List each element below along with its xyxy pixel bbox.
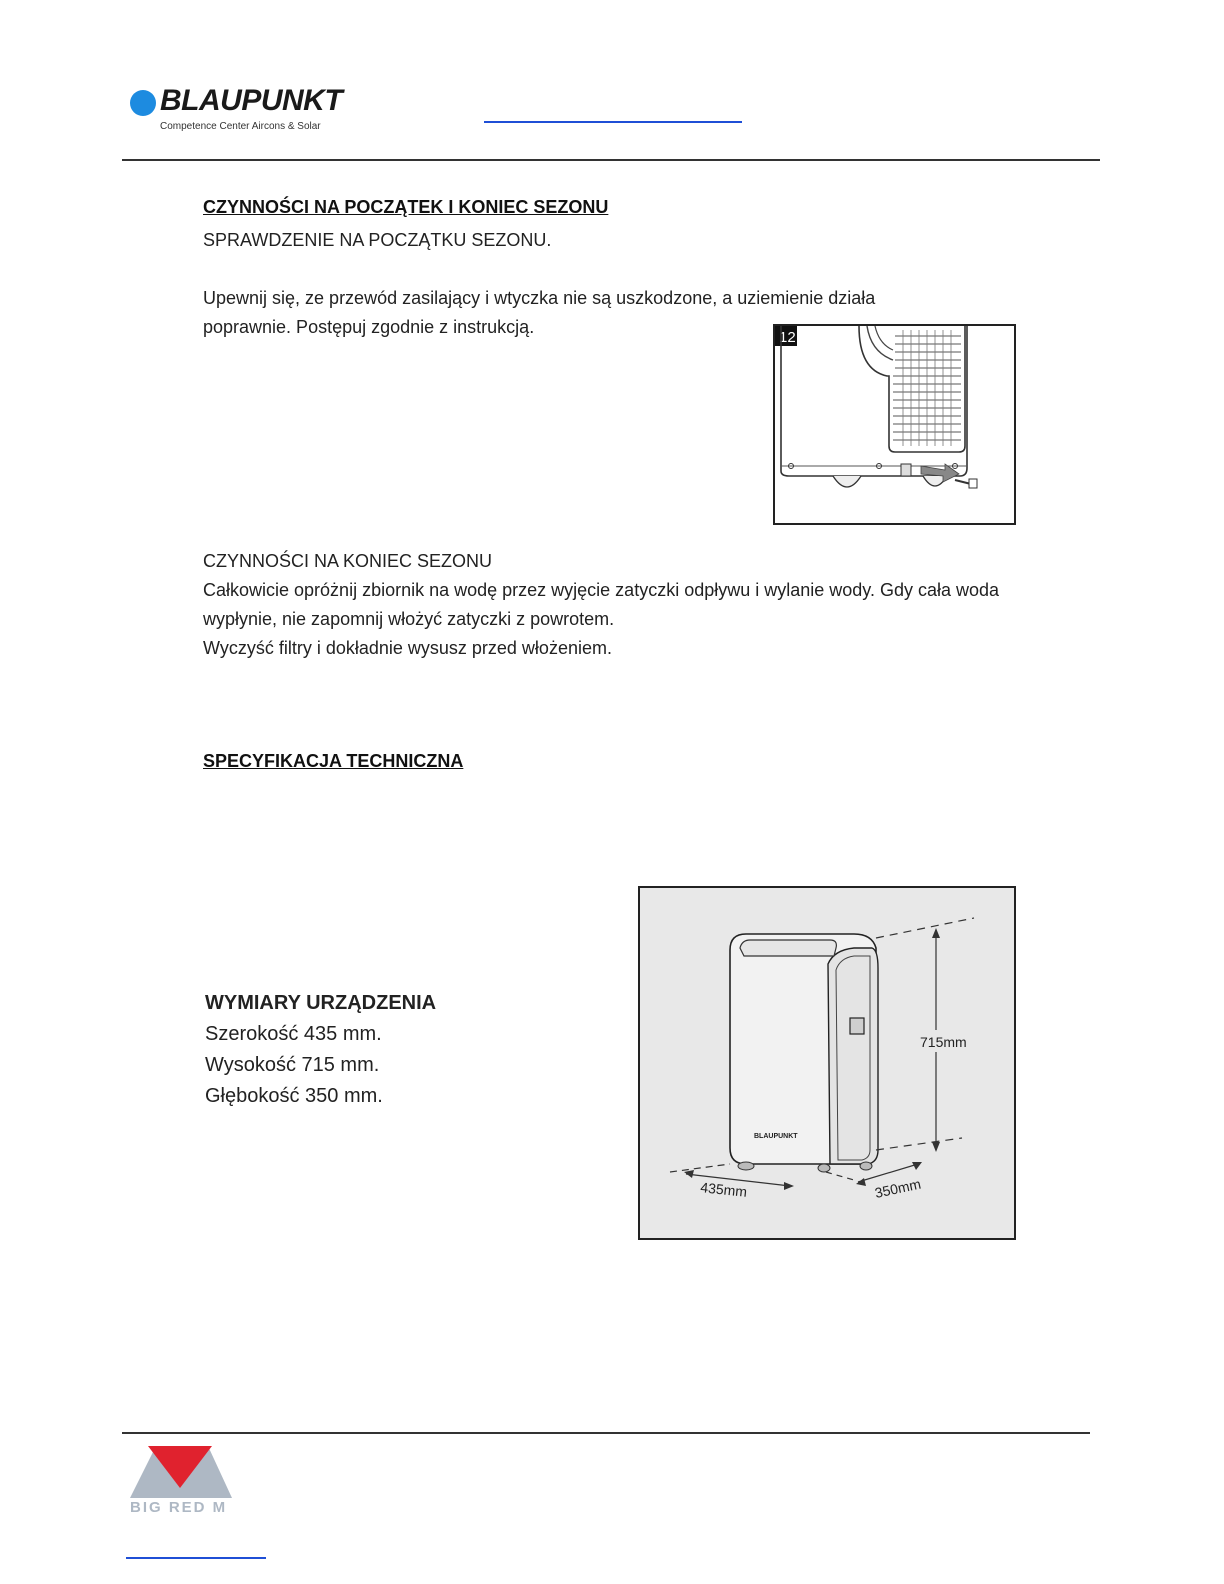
dimension-height: Wysokość 715 mm. [205,1054,380,1076]
spec-section-title: SPECYFIKACJA TECHNICZNA [203,751,464,771]
depth-label: 350mm [873,1175,923,1201]
brand-logo-text: BLAUPUNKT [160,84,343,117]
height-label: 715mm [920,1034,967,1050]
season-end-paragraph-1: Całkowicie opróżnij zbiornik na wodę przez wyjęcie zatyczki odpływu i wylanie wody. Gdy cała woda wypłynie, nie zapomnij włożyć zatyczki z powrotem. [203,580,1000,629]
blaupunkt-logo-dot [130,90,156,116]
width-label: 435mm [699,1179,748,1200]
figure-drain-plug [773,324,1016,525]
dimensions-block [205,988,436,1112]
header-link[interactable] [484,121,742,123]
big-red-m-text: BIG RED M [130,1499,228,1516]
dimension-depth: Głębokość 350 mm. [205,1085,383,1107]
header-divider [122,159,1100,161]
footer-link[interactable] [126,1557,266,1559]
figure-unit-dimensions [638,886,1016,1240]
season-end-paragraph-2: Wyczyść filtry i dokładnie wysusz przed włożeniem. [203,638,612,658]
season-end-block [203,547,1023,663]
unit-brand-label: BLAUPUNKT [754,1133,798,1140]
season-start-subtitle: SPRAWDZENIE NA POCZĄTKU SEZONU. [203,230,552,250]
footer-divider [122,1432,1090,1434]
figure-number: 12 [779,329,796,346]
season-section-title: CZYNNOŚCI NA POCZĄTEK I KONIEC SEZONU [203,197,609,217]
season-start-paragraph: Upewnij się, ze przewód zasilający i wtyczka nie są uszkodzone, a uziemienie działa poprawnie. Postępuj zgodnie z instrukcją. [203,288,876,337]
dimension-width: Szerokość 435 mm. [205,1023,382,1045]
brand-tagline: Competence Center Aircons & Solar [160,121,321,132]
dimensions-title: WYMIARY URZĄDZENIA [205,992,437,1014]
big-red-m-logo [128,1444,234,1516]
season-end-title: CZYNNOŚCI NA KONIEC SEZONU [203,551,493,571]
